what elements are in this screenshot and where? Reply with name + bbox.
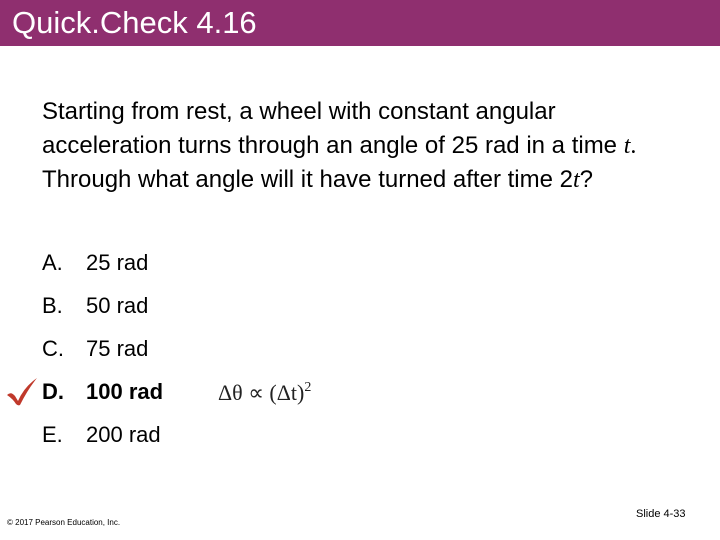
question-line-3-text: Through what angle will it have turned after time 2 <box>42 166 573 193</box>
proportionality-formula <box>218 373 311 408</box>
question-text <box>42 95 702 197</box>
question-line-1: Starting from rest, a wheel with constant angular <box>42 98 556 125</box>
formula-lhs: Δθ <box>218 380 243 405</box>
question-line-3-mark: ? <box>579 166 593 193</box>
copyright-notice: © 2017 Pearson Education, Inc. <box>7 518 121 527</box>
question-line-2-period: . <box>630 133 637 159</box>
formula-relation: ∝ <box>248 380 264 405</box>
option-text: 75 rad <box>86 336 149 361</box>
option-letter: E. <box>42 422 63 447</box>
slide-number: Slide 4-33 <box>636 508 686 520</box>
slide-title: Quick.Check 4.16 <box>12 5 257 40</box>
formula-exponent: 2 <box>304 380 312 395</box>
variable-t: t <box>572 167 580 193</box>
option-text: 200 rad <box>86 422 161 447</box>
option-text: 25 rad <box>86 250 149 275</box>
option-letter: C. <box>42 336 64 361</box>
option-letter: D. <box>42 379 64 404</box>
answer-option-c[interactable] <box>42 335 148 363</box>
variable-t: t <box>623 133 631 159</box>
option-letter: A. <box>42 250 63 275</box>
question-line-2 <box>42 129 702 163</box>
answer-option-d[interactable] <box>42 378 163 406</box>
option-letter: B. <box>42 293 63 318</box>
question-line-3 <box>42 163 702 197</box>
answer-option-b[interactable] <box>42 292 148 320</box>
answer-option-e[interactable] <box>42 421 161 449</box>
check-mark-icon <box>4 376 40 406</box>
option-text: 50 rad <box>86 293 149 318</box>
answer-option-a[interactable] <box>42 249 148 277</box>
question-line-2-text: acceleration turns through an angle of 25 rad in a time <box>42 132 624 159</box>
formula-rhs: (Δt) <box>269 380 305 405</box>
title-bar <box>0 0 720 46</box>
option-text: 100 rad <box>86 379 164 404</box>
